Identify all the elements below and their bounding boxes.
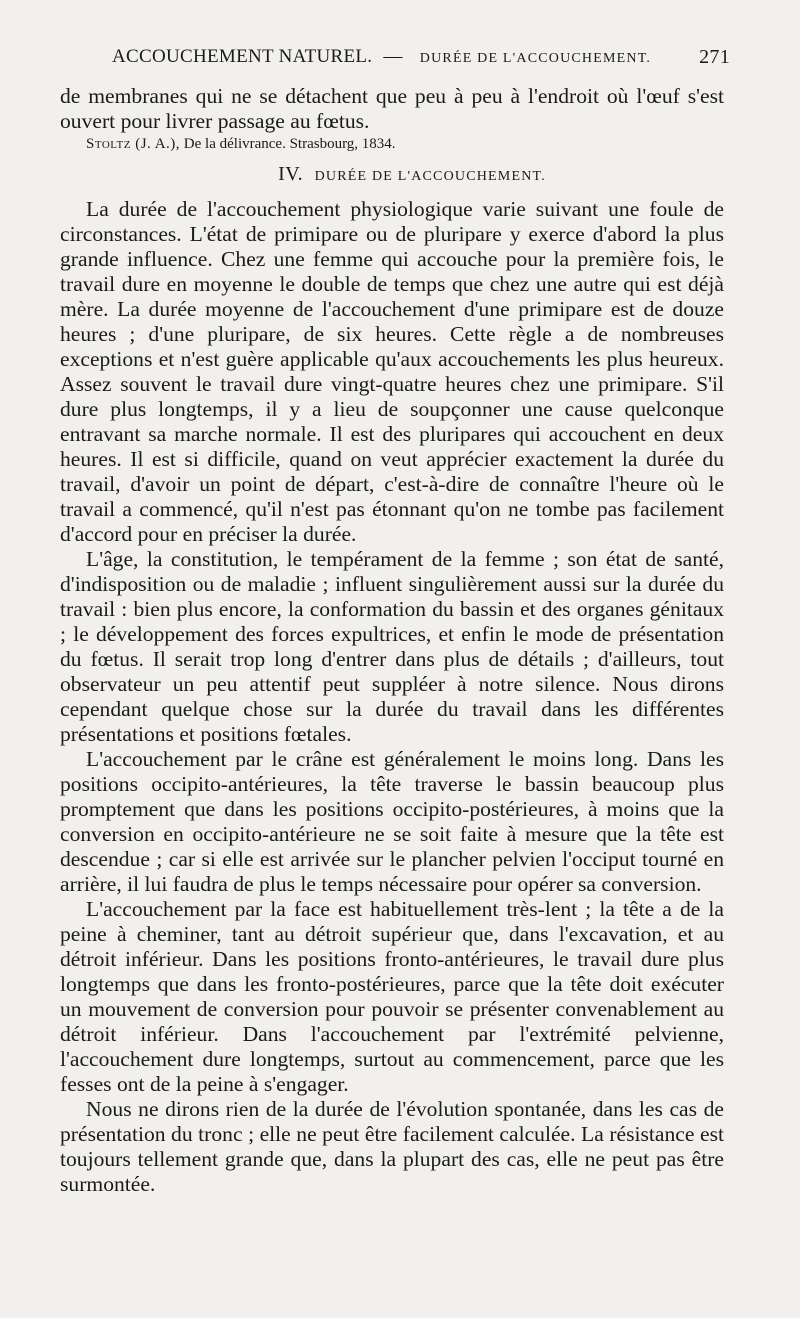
opening-paragraph: de membranes qui ne se détachent que peu à peu à l'endroit où l'œuf s'est ouvert pour livrer passage au fœtus. xyxy=(60,84,724,133)
paragraph-trunk: Nous ne dirons rien de la durée de l'évolution spontanée, dans les cas de présentation du tronc ; elle ne peut être facilement calculée. La résistance est toujours tellement grande que, dans la plupart des cas, elle ne peut pas être surmontée. xyxy=(60,1097,724,1196)
bibliographic-reference xyxy=(60,134,724,154)
section-numeral: IV. xyxy=(278,163,304,185)
section-title: DURÉE DE L'ACCOUCHEMENT. xyxy=(314,169,546,184)
paragraph-cranial: L'accouchement par le crâne est généralement le moins long. Dans les positions occipito-antérieures, la tête traverse le bassin beaucoup plus promptement que dans les positions occipito-postérieures, à moins que la conversion en occipito-antérieure ne se soit faite à mesure que la tête est descendue ; car si elle est arrivée sur le plancher pelvien l'occiput tourné en arrière, il lui faudra de plus le temps nécessaire pour opérer sa conversion. xyxy=(60,747,724,896)
paragraph-face: L'accouchement par la face est habituellement très-lent ; la tête a de la peine à cheminer, tant au détroit supérieur que, dans l'excavation, et au détroit inférieur. Dans les positions fronto-antérieures, le travail dure plus longtemps que dans les fronto-postérieures, parce que la tête doit exécuter un mouvement de conversion pour pouvoir se présenter convenablement au détroit inférieur. Dans l'accouchement par l'extrémité pelvienne, l'accouchement dure longtemps, surtout au commencement, parce que les fesses ont de la peine à s'engager. xyxy=(60,897,724,1096)
header-dash: — xyxy=(383,46,403,67)
header-subtitle: DURÉE DE L'ACCOUCHEMENT. xyxy=(419,51,652,66)
header-title-group xyxy=(112,46,651,68)
reference-author: Stoltz (J. A.), xyxy=(86,136,181,152)
reference-text: De la délivrance. Strasbourg, 1834. xyxy=(183,136,396,152)
page-number: 271 xyxy=(699,46,730,68)
header-title: ACCOUCHEMENT NATUREL. xyxy=(112,46,373,67)
running-header xyxy=(112,46,730,76)
page-body xyxy=(60,84,724,1197)
section-heading xyxy=(100,162,724,189)
paragraph-duration: La durée de l'accouchement physiologique varie suivant une foule de circonstances. L'état de primipare ou de pluripare y exerce d'abord la plus grande influence. Chez une femme qui accouche pour la première fois, le travail dure en moyenne le double de temps que chez une autre qui est déjà mère. La durée moyenne de l'accouchement d'une primipare est de douze heures ; d'une pluripare, de six heures. Cette règle a de nombreuses exceptions et n'est guère applicable qu'aux accouchements les plus heureux. Assez souvent le travail dure vingt-quatre heures chez une primipare. S'il dure plus longtemps, il y a lieu de soupçonner une cause quelconque entravant sa marche normale. Il est des pluripares qui accouchent en deux heures. Il est si difficile, quand on veut apprécier exactement la durée du travail, d'avoir un point de départ, c'est-à-dire de connaître l'heure où le travail a commencé, qu'il n'est pas étonnant qu'on ne tombe pas facilement d'accord pour en préciser la durée. xyxy=(60,197,724,546)
paragraph-factors: L'âge, la constitution, le tempérament de la femme ; son état de santé, d'indisposition ou de maladie ; influent singulièrement aussi sur la durée du travail : bien plus encore, la conformation du bassin et des organes génitaux ; le développement des forces expultrices, et enfin le mode de présentation du fœtus. Il serait trop long d'entrer dans plus de détails ; d'ailleurs, tout observateur un peu attentif peut suppléer à notre silence. Nous dirons cependant quelque chose sur la durée du travail dans les différentes présentations et positions fœtales. xyxy=(60,547,724,746)
